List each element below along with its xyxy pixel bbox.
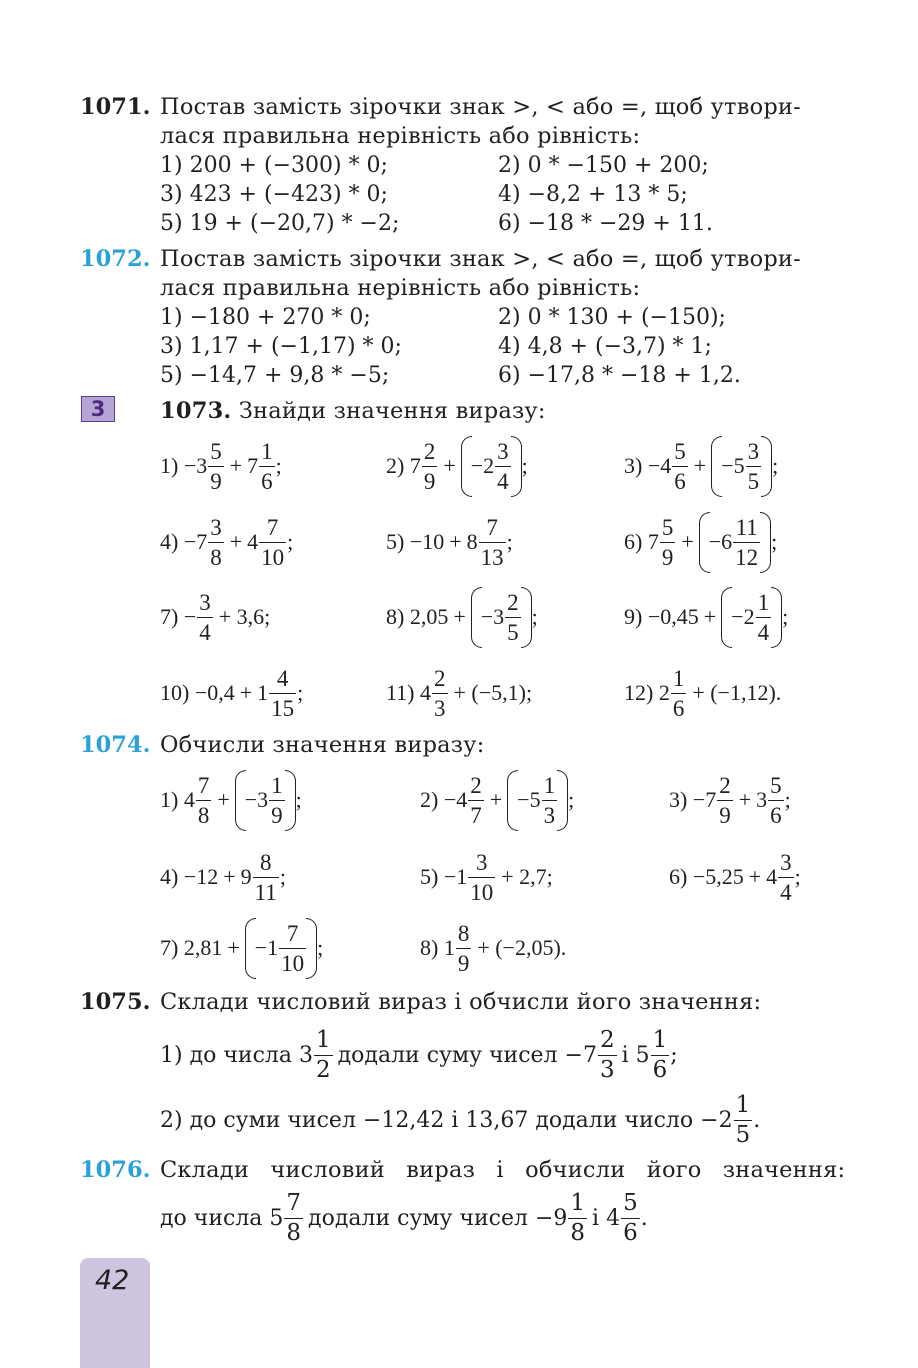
expression-label: 6) −5,25 <box>669 864 744 889</box>
problem-1076-text-line2: до числа 5 7 8 додали суму чисел −9 1 8 і 4 5 6 . <box>160 1189 648 1246</box>
fraction: 7 8 <box>286 1189 302 1246</box>
punctuation: ; <box>506 529 513 554</box>
whole-part: 4 <box>247 529 259 554</box>
expression-1074-6 <box>669 837 801 917</box>
punctuation: ; <box>531 604 538 629</box>
fraction: 5 6 <box>623 1189 638 1246</box>
expression-label: 4) −7 <box>160 529 208 554</box>
fraction: 3 10 <box>470 849 494 905</box>
problem-1071-item: 6) −18 * −29 + 11. <box>498 211 713 236</box>
expression-label: 7) − <box>160 604 197 629</box>
whole-part: 7 <box>247 453 259 478</box>
punctuation: ; <box>772 453 779 478</box>
page-number: 42 <box>95 1265 130 1296</box>
operator: + <box>239 680 253 705</box>
expression-1073-5 <box>386 502 513 582</box>
fraction: 1 2 <box>315 1026 331 1083</box>
expression-1074-7 <box>160 908 323 988</box>
problem-1073-title: Знайди значення виразу: <box>238 398 546 424</box>
punctuation: ; <box>794 864 801 889</box>
operator: + <box>229 453 243 478</box>
problem-1072-text-line1: Постав замість зірочки знак >, < або =, щоб утвори- <box>160 246 801 272</box>
fraction: 5 6 <box>770 772 782 828</box>
expression-label: 1) 4 <box>160 787 195 812</box>
problem-1074-title: Обчисли значення виразу: <box>160 732 485 758</box>
operator: + <box>681 529 694 554</box>
operator: + <box>229 529 243 554</box>
expression-1073-3 <box>624 426 778 506</box>
operator: + <box>453 604 466 629</box>
whole-part: 1 <box>257 680 269 705</box>
fraction: 5 9 <box>210 438 222 494</box>
punctuation: ; <box>297 680 304 705</box>
problem-number-1072: 1072. <box>80 246 151 272</box>
fraction: 2 9 <box>719 772 731 828</box>
operator: + <box>489 787 503 812</box>
expression-label: 12) 2 <box>624 680 670 705</box>
punctuation: ; <box>295 787 302 812</box>
expression-rest: + (−1,12). <box>692 680 782 705</box>
expression-1073-12 <box>624 653 781 733</box>
expression-label: 9) −0,45 <box>624 604 699 629</box>
expression-label: 4) −12 <box>160 864 219 889</box>
punctuation: ; <box>279 864 286 889</box>
expression-1073-11 <box>386 653 532 733</box>
problem-1072-text-line2: лася правильна нерівність або рівність: <box>160 275 641 301</box>
expression-1073-2 <box>386 426 528 506</box>
expression-label: 7) 2,81 <box>160 935 223 960</box>
fraction: $\frac{3}{4}$ <box>199 589 211 645</box>
problem-number-1076: 1076. <box>80 1157 151 1183</box>
fraction: 3 8 <box>210 514 222 570</box>
punctuation: ; <box>782 604 789 629</box>
expression-1073-1 <box>160 426 282 506</box>
punctuation: ; <box>568 787 575 812</box>
parenthesized-term: −3 1 9 <box>235 774 296 827</box>
problem-1072-item: 5) −14,7 + 9,8 * −5; <box>160 363 390 388</box>
expression-1074-2 <box>420 760 574 840</box>
problem-number-1075: 1075. <box>80 989 151 1015</box>
operator: + <box>693 453 707 478</box>
expression-1074-8 <box>420 908 566 988</box>
parenthesized-term: −6 11 12 <box>699 516 771 569</box>
parenthesized-term: −5 1 3 <box>507 774 568 827</box>
expression-rest: + 3,6; <box>218 604 271 629</box>
problem-number-1071: 1071. <box>80 94 151 120</box>
expression-1073-10 <box>160 653 303 733</box>
punctuation: ; <box>771 529 778 554</box>
expression-1073-4 <box>160 502 293 582</box>
punctuation: ; <box>521 453 528 478</box>
operator: + <box>738 787 752 812</box>
whole-part: 8 <box>466 529 478 554</box>
expression-1074-4 <box>160 837 286 917</box>
punctuation: ; <box>317 935 324 960</box>
operator: + <box>223 864 236 889</box>
problem-1076-text-line1: Склади числовий вираз і обчисли його значення: <box>160 1157 846 1183</box>
problem-1073-heading <box>160 396 546 426</box>
problem-1071-item: 1) 200 + (−300) * 0; <box>160 153 388 178</box>
problem-1072-item: 6) −17,8 * −18 + 1,2. <box>498 363 741 388</box>
operator: + <box>217 787 230 812</box>
problem-number-1073: 1073. <box>160 398 232 424</box>
expression-1073-9 <box>624 577 788 657</box>
fraction: 1 8 <box>570 1189 586 1246</box>
parenthesized-term: −2 3 4 <box>461 440 522 493</box>
whole-part: 9 <box>240 864 252 889</box>
problem-1071-item: 2) 0 * −150 + 200; <box>498 153 709 178</box>
expression-rest: + 2,7; <box>501 864 553 889</box>
fraction: 2 3 <box>599 1026 615 1083</box>
problem-1071-text-line1: Постав замість зірочки знак >, < або =, щоб утвори- <box>160 94 801 120</box>
fraction: 2 9 <box>423 438 436 494</box>
fraction: 1 6 <box>672 665 685 721</box>
operator: + <box>443 453 456 478</box>
problem-1071-item: 3) 423 + (−423) * 0; <box>160 182 388 207</box>
problem-1072-item: 4) 4,8 + (−3,7) * 1; <box>498 334 712 359</box>
expression-label: 1) −3 <box>160 453 208 478</box>
problem-1072-item: 1) −180 + 270 * 0; <box>160 305 371 330</box>
expression-1074-1 <box>160 760 302 840</box>
parenthesized-term: −5 3 5 <box>711 440 772 493</box>
expression-1073-8 <box>386 577 538 657</box>
fraction: 7 13 <box>480 514 504 570</box>
problem-1075-item2: 2) до суми чисел −12,42 і 13,67 додали число −2 1 5 . <box>160 1091 761 1148</box>
expression-label: 3) −7 <box>669 787 717 812</box>
fraction: 5 6 <box>674 438 686 494</box>
problem-1075-title: Склади числовий вираз і обчисли його значення: <box>160 989 762 1015</box>
expression-label: 5) −10 <box>386 529 445 554</box>
problem-1075-item1: 1) до числа 3 1 2 додали суму чисел −7 2 3 і 5 1 6 ; <box>160 1026 678 1083</box>
whole-part: 4 <box>766 864 778 889</box>
fraction: 7 8 <box>197 772 210 828</box>
expression-label: 6) 7 <box>624 529 659 554</box>
fraction: 1 5 <box>735 1091 751 1148</box>
expression-label: 2) 7 <box>386 453 421 478</box>
fraction: 2 7 <box>470 772 482 828</box>
problem-number-1074: 1074. <box>80 732 151 758</box>
expression-rest: + (−5,1); <box>453 680 533 705</box>
problem-1072-item: 2) 0 * 130 + (−150); <box>498 305 726 330</box>
expression-label: 8) 1 <box>420 935 455 960</box>
operator: + <box>227 935 240 960</box>
problem-1072-item: 3) 1,17 + (−1,17) * 0; <box>160 334 402 359</box>
parenthesized-term: −1 7 10 <box>245 922 317 975</box>
expression-label: 5) −1 <box>420 864 468 889</box>
fraction: 8 11 <box>254 849 277 905</box>
fraction: 4 15 <box>271 665 295 721</box>
fraction: 7 10 <box>261 514 285 570</box>
problem-1071-item: 5) 19 + (−20,7) * −2; <box>160 211 400 236</box>
fraction: 8 9 <box>457 920 470 976</box>
expression-rest: + (−2,05). <box>477 935 567 960</box>
punctuation: ; <box>275 453 282 478</box>
expression-1074-5 <box>420 837 553 917</box>
punctuation: ; <box>287 529 294 554</box>
operator: + <box>703 604 717 629</box>
expression-1073-6 <box>624 502 777 582</box>
expression-label: 10) −0,4 <box>160 680 235 705</box>
expression-label: 8) 2,05 <box>386 604 449 629</box>
expression-label: 2) −4 <box>420 787 468 812</box>
expression-1073-7 <box>160 577 270 657</box>
expression-label: 3) −4 <box>624 453 672 478</box>
expression-1074-3 <box>669 760 791 840</box>
operator: + <box>748 864 762 889</box>
parenthesized-term: −2 1 4 <box>721 591 782 644</box>
fraction: 2 3 <box>434 665 446 721</box>
fraction: 5 9 <box>661 514 674 570</box>
fraction: 1 6 <box>261 438 273 494</box>
difficulty-level-badge: 3 <box>81 396 115 422</box>
parenthesized-term: −3 2 5 <box>471 591 532 644</box>
problem-1071-item: 4) −8,2 + 13 * 5; <box>498 182 688 207</box>
fraction: 3 4 <box>780 849 792 905</box>
operator: + <box>449 529 462 554</box>
punctuation: ; <box>784 787 791 812</box>
expression-label: 11) 4 <box>386 680 432 705</box>
whole-part: 3 <box>756 787 768 812</box>
fraction: 1 6 <box>652 1026 668 1083</box>
problem-1071-text-line2: лася правильна нерівність або рівність: <box>160 123 641 149</box>
